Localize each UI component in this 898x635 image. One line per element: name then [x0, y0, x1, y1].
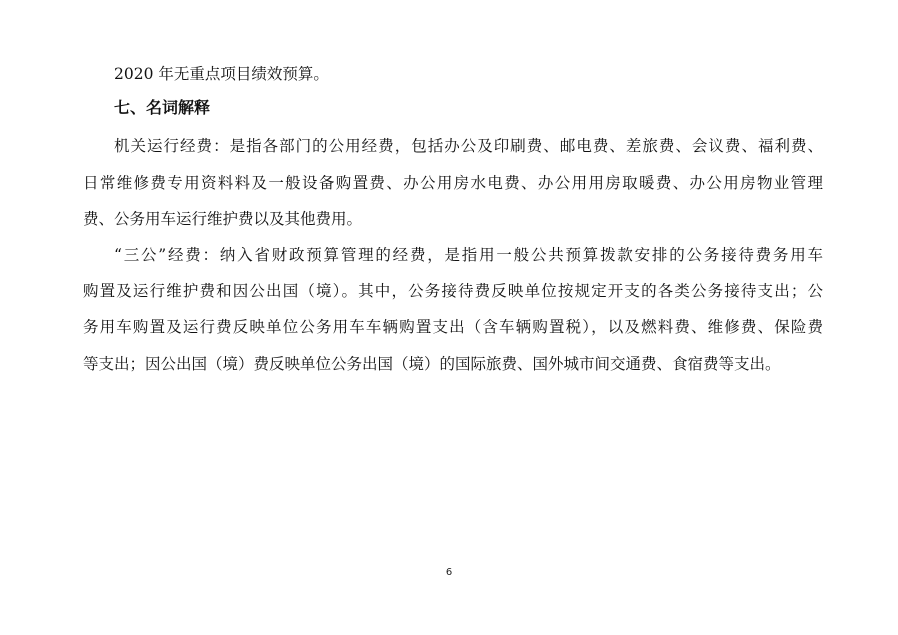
paragraph-line: 费、公务用车运行维护费以及其他费用。 — [83, 210, 363, 228]
paragraph-line: 机关运行经费：是指各部门的公用经费，包括办公及印刷费、邮电费、差旅费、会议费、福利费、 — [114, 137, 823, 155]
budget-note-line: 2020 年无重点项目绩效预算。 — [114, 65, 329, 83]
paragraph-line: “三公”经费：纳入省财政预算管理的经费，是指用一般公共预算拨款安排的公务接待费务用车 — [114, 246, 823, 264]
paragraph-line: 购置及运行维护费和因公出国（境）。其中，公务接待费反映单位按规定开支的各类公务接待支出；公 — [83, 282, 823, 300]
paragraph-line: 等支出；因公出国（境）费反映单位公务出国（境）的国际旅费、国外城市间交通费、食宿费等支出。 — [83, 355, 781, 373]
paragraph-line: 务用车购置及运行费反映单位公务用车车辆购置支出（含车辆购置税），以及燃料费、维修费、保险费 — [83, 318, 823, 336]
section-heading: 七、名词解释 — [114, 98, 211, 117]
paragraph-line: 日常维修费专用资料料及一般设备购置费、办公用房水电费、办公用用房取暖费、办公用房物业管理 — [83, 174, 823, 192]
page-number: 6 — [445, 567, 453, 578]
